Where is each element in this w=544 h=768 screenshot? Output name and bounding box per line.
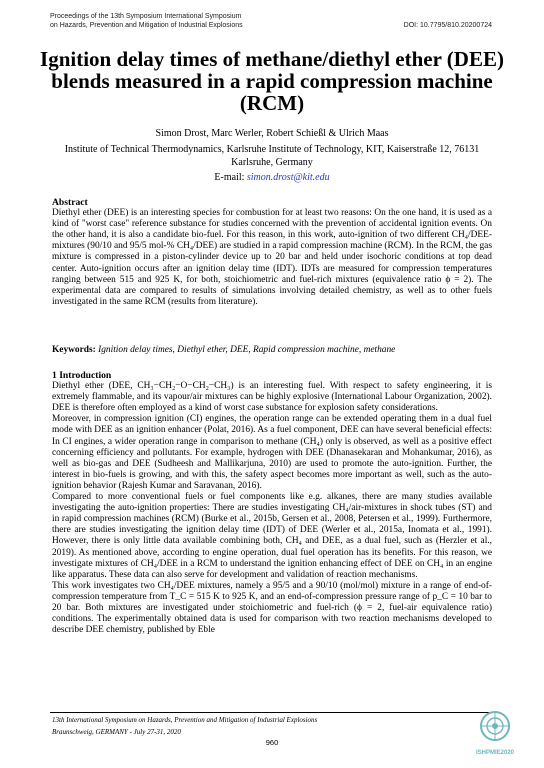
introduction-heading: 1 Introduction: [52, 370, 112, 381]
proceedings-line-2: on Hazards, Prevention and Mitigation of Industrial Explosions: [50, 22, 243, 29]
abstract-heading: Abstract: [52, 197, 88, 208]
email-label: E-mail:: [214, 172, 247, 183]
intro-paragraph-2: Moreover, in compression ignition (CI) engines, the operation range can be extended operating them in a dual fuel mode with DEE as an ignition enhancer (Polat, 2016). As a fuel component, DEE can have several beneficial effects: In CI engines, a wider operation range in comparison to methane (CH₄) only is observed, as well as a positive effect concerning efficiency and pollutants. For example, hydrogen with DEE (Dhanasekaran and Mohankumar, 2016), as well as bio-gas and DEE (Sudheesh and Mallikarjuna, 2010) are used to promote the auto-ignition. Further, the interest in bio-fuels is growing, and with this, the safety aspect becomes more important as well, such as the auto-ignition behavior (Rajesh Kumar and Saravanan, 2016).: [52, 414, 492, 491]
footer-divider: [50, 712, 494, 713]
page-number: 960: [265, 738, 279, 747]
contact-email: [40, 171, 504, 184]
logo-text: ISHPMIE2020: [475, 750, 515, 756]
paper-title: Ignition delay times of methane/diethyl ether (DEE) blends measured in a rapid compression machine (RCM): [40, 47, 504, 115]
email-link[interactable]: simon.drost@kit.edu: [246, 172, 330, 183]
abstract-section: [52, 197, 492, 308]
keywords-text: Ignition delay times, Diethyl ether, DEE, Rapid compression machine, methane: [98, 345, 396, 355]
footer-location: Braunschweig, GERMANY - July 27-31, 2020: [52, 728, 181, 736]
running-header: [50, 12, 243, 30]
footer-symposium: 13th International Symposium on Hazards, Prevention and Mitigation of Industrial Explosions: [52, 716, 318, 724]
keywords-label: Keywords:: [52, 345, 96, 355]
keywords-section: [52, 345, 492, 356]
author-list: Simon Drost, Marc Werler, Robert Schießl & Ulrich Maas: [155, 128, 389, 139]
abstract-text: Diethyl ether (DEE) is an interesting species for combustion for at least two reasons: On the one hand, it is used as a kind of "worst case" reference substance for studies concerned with the prevention of accidental ignition events. On the other hand, it is also a candidate bio-fuel. For this reason, in this work, auto-ignition of two different CH₄/DEE-mixtures (90/10 and 95/5 mol-% CH₄/DEE) are studied in a rapid compression machine (RCM). In the RCM, the gas mixture is compressed in a piston-cylinder device up to 20 bar and held under isochoric conditions at top dead center. Auto-ignition occurs after an ignition delay time (IDT). IDTs are measured for compression temperatures ranging between 515 and 925 K, for both, stoichiometric and fuel-rich mixtures (equivalence ratio ϕ = 2). The experimental data are compared to results of simulations involving detailed chemistry, as well as to other fuels investigated in the same RCM (results from literature).: [52, 208, 492, 307]
intro-paragraph-4: This work investigates two CH₄/DEE mixtures, namely a 95/5 and a 90/10 (mol/mol) mixture in a range of end-of-compression temperature from T_C = 515 K to 925 K, and an end-of-compression pressure range of p_C = 10 bar to 20 bar. Both mixtures are investigated under stoichiometric and fuel-rich (ϕ = 2, fuel-air equivalence ratio) conditions. The experimentally obtained data is used for comparison with two reaction mechanisms developed to describe DEE chemistry, published by Eble: [52, 580, 492, 636]
introduction-section: [52, 370, 492, 636]
intro-paragraph-3: Compared to more conventional fuels or fuel components like e.g. alkanes, there are many studies available investigating the auto-ignition properties: There are studies investigating CH₄/air-mixtures in shock tubes (ST) and in rapid compression machines (RCM) (Burke et al., 2015b, Gersen et al., 2008, Petersen et al., 1999). Furthermore, there are studies investigating the ignition delay time (IDT) of DEE (Werler et al., 2015a, Inomata et al., 1991). However, there is only little data available combining both, CH₄ and DEE, as a dual fuel, such as (Herzler et al., 2019). As mentioned above, according to engine operation, dual fuel operation has its benefits. For this reason, we investigate mixtures of CH₄/DEE in a RCM to understand the ignition enhancing effect of DEE on CH₄ in an engine like apparatus. These data can also serve for development and validation of reaction mechanisms.: [52, 492, 492, 580]
doi[interactable]: DOI: 10.7795/810.20200724: [403, 22, 492, 29]
intro-paragraph-1: Diethyl ether (DEE, CH₃−CH₂−O−CH₂−CH₃) is an interesting fuel. With respect to safety engineering, it is extremely flammable, and its vapour/air mixtures can be highly explosive (International Labour Organization, 2002). DEE is therefore often employed as a kind of worst case substance for explosion safety considerations.: [52, 381, 492, 414]
affiliation: Institute of Technical Thermodynamics, Karlsruhe Institute of Technology, KIT, Kaiserstraße 12, 76131 Karlsruhe, Germany: [64, 144, 480, 168]
proceedings-line-1: Proceedings of the 13th Symposium International Symposium: [50, 13, 242, 20]
